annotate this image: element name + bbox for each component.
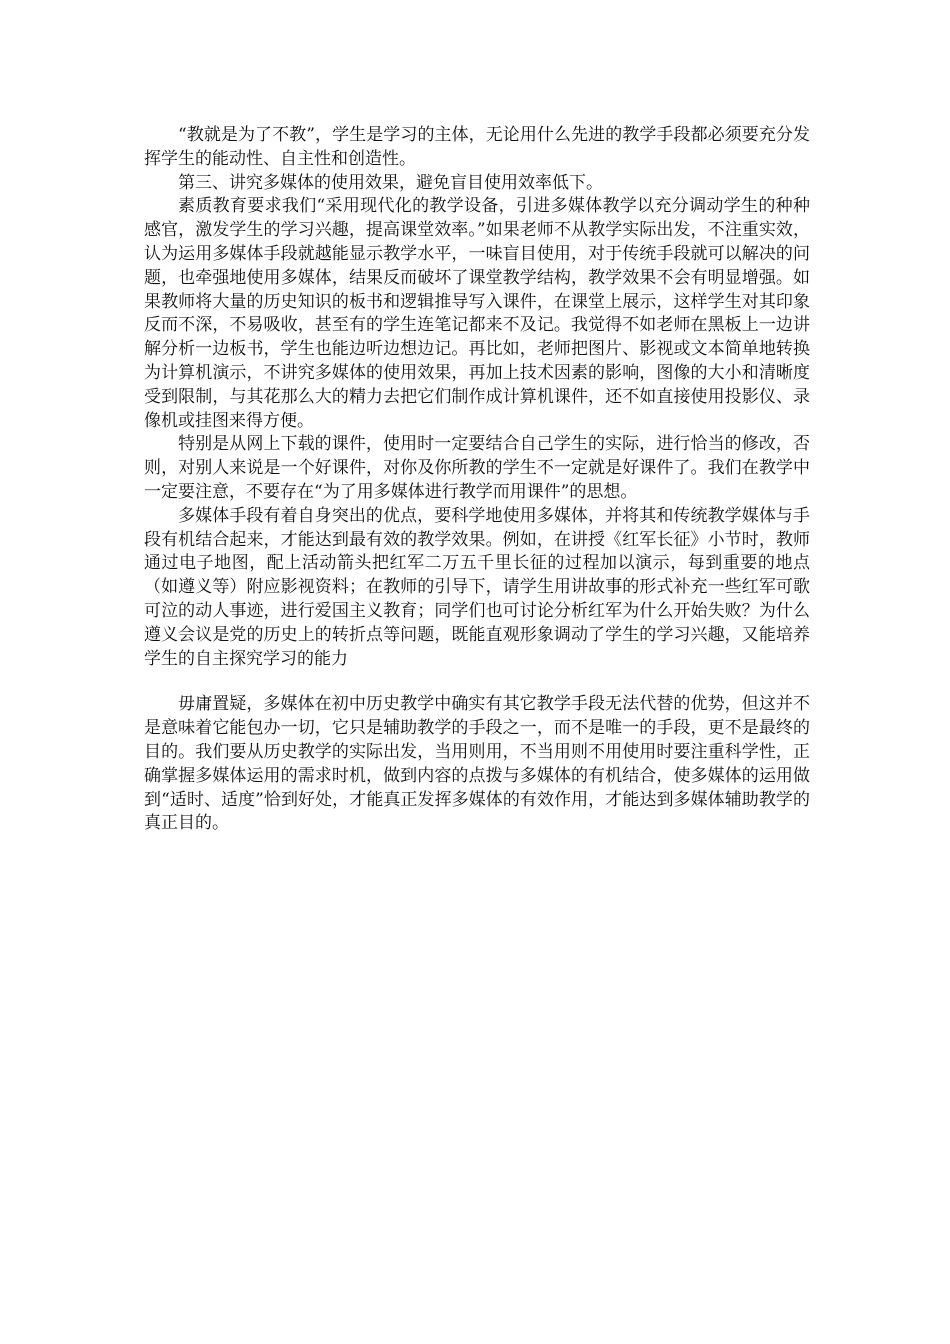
paragraph-section-three-heading: 第三、讲究多媒体的使用效果，避免盲目使用效率低下。	[178, 172, 603, 193]
paragraph-conclusion: 毋庸置疑，多媒体在初中历史教学中确实有其它教学手段无法代替的优势，但这并不是意味着它能包办一切，它只是辅助教学的手段之一，而不是唯一的手段，更不是最终的目的。我们要从历史教学的实际出发，当用则用，不当用则不用使用时要注重科学性，正确掌握多媒体运用的需求时机，做到内容的点拨与多媒体的有机结合，使多媒体的运用做到“适时、适度”恰到好处，才能真正发挥多媒体的有效作用，才能达到多媒体辅助教学的真正目的。	[144, 694, 810, 834]
document-body	[144, 124, 810, 836]
paragraph-teaching-purpose: “教就是为了不教”，学生是学习的主体，无论用什么先进的教学手段都必须要充分发挥学生的能动性、自主性和创造性。	[144, 125, 810, 169]
paragraph-quality-education: 素质教育要求我们“采用现代化的教学设备，引进多媒体教学以充分调动学生的种种感官，激发学生的学习兴趣，提高课堂效率。”如果老师不从教学实际出发，不注重实效，认为运用多媒体手段就越能显示教学水平，一味盲目使用，对于传统手段就可以解决的问题，也牵强地使用多媒体，结果反而破坏了课堂教学结构，教学效果不会有明显增强。如果教师将大量的历史知识的板书和逻辑推导写入课件，在课堂上展示，这样学生对其印象反而不深，不易吸收，甚至有的学生连笔记都来不及记。我觉得不如老师在黑板上一边讲解分析一边板书，学生也能边听边想边记。再比如，老师把图片、影视或文本简单地转换为计算机演示，不讲究多媒体的使用效果，再加上技术因素的影响，图像的大小和清晰度受到限制，与其花那么大的精力去把它们制作成计算机课件，还不如直接使用投影仪、录像机或挂图来得方便。	[144, 196, 810, 431]
paragraph-gap	[144, 671, 810, 693]
paragraph-downloaded-courseware: 特别是从网上下载的课件，使用时一定要结合自己学生的实际，进行恰当的修改，否则，对别人来说是一个好课件，对你及你所教的学生不一定就是好课件了。我们在教学中一定要注意，不要存在“为了用多媒体进行教学而用课件”的思想。	[144, 434, 810, 502]
paragraph-red-army-example: 多媒体手段有着自身突出的优点，要科学地使用多媒体，并将其和传统教学媒体与手段有机结合起来，才能达到最有效的教学效果。例如，在讲授《红军长征》小节时，教师通过电子地图，配上活动箭头把红军二万五千里长征的过程加以演示，每到重要的地点（如遵义等）附应影视资料；在教师的引导下，请学生用讲故事的形式补充一些红军可歌可泣的动人事迹，进行爱国主义教育；同学们也可讨论分析红军为什么开始失败？为什么遵义会议是党的历史上的转折点等问题，既能直观形象调动了学生的学习兴趣，又能培养学生的自主探究学习的能力	[144, 505, 810, 669]
